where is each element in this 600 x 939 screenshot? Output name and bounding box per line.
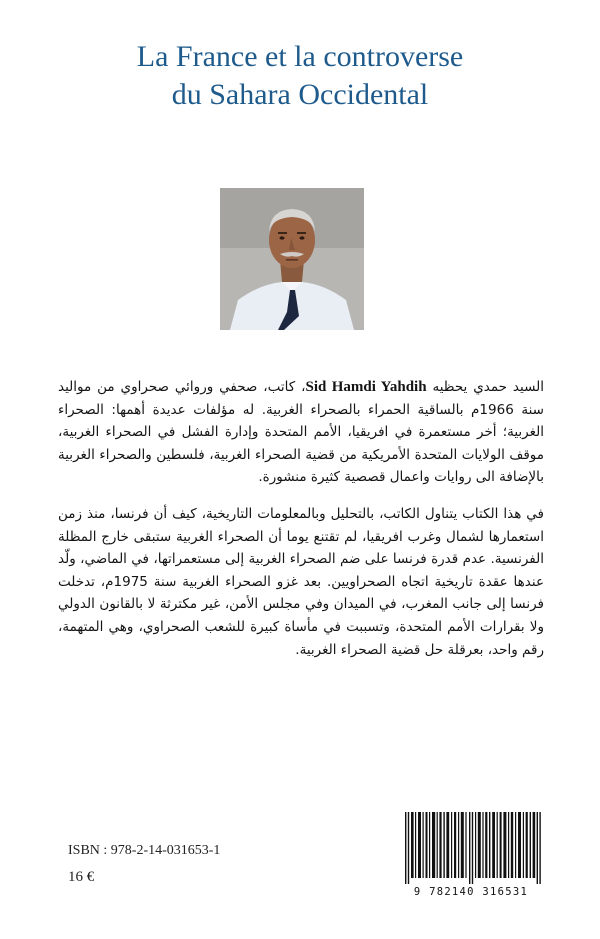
price-text: 16 €: [68, 869, 95, 885]
author-photo: [220, 188, 364, 330]
isbn-text: ISBN : 978-2-14-031653-1: [68, 843, 221, 858]
author-bio-intro: السيد حمدي يحظيه: [426, 379, 544, 395]
book-title: [0, 38, 600, 114]
barcode-number: 9 782140 316531: [413, 886, 529, 898]
barcode-bars: [405, 812, 541, 884]
author-bio-paragraph: [58, 376, 544, 489]
author-bio-rest: ، كاتب، صحفي وروائي صحراوي من مواليد سنة 1966م بالساقية الحمراء بالصحراء الغربية. له مؤلفات عديدة أهمها: الصحراء الغربية؛ أخر مستعمرة في افريقيا، الأمم المتحدة وإدارة الفشل في الصحراء الغربية، موقف الولايات المتحدة الأمريكية من قضية الصحراء الغربية، فلسطين والصحراء الغربية بالإضافة الى روايات واعمال قصصية كثيرة منشورة.: [58, 379, 544, 486]
back-cover-text: [58, 376, 544, 675]
book-title-line-1: La France et la controverse: [136, 40, 464, 73]
author-portrait-image: [220, 188, 364, 330]
barcode: [397, 808, 545, 904]
book-title-line-2: du Sahara Occidental: [171, 78, 429, 111]
author-name-latin: Sid Hamdi Yahdih: [305, 379, 427, 395]
book-summary-paragraph: في هذا الكتاب يتناول الكاتب، بالتحليل وبالمعلومات التاريخية، كيف أن فرنسا، منذ زمن استعمارها لشمال وغرب افريقيا، لم تقتنع يوما أن الصحراء الغربية ستبقى خارج المظلة الفرنسية. عدم قدرة فرنسا على ضم الصحراء الغربية إلى مستعمراتها، في الماضي، ولّد عندها عقدة تاريخية اتجاه الصحراويين. بعد غزو الصحراء الغربية سنة 1975م، تدخلت فرنسا إلى جانب المغرب، في الميدان وفي مجلس الأمن، غير مكترثة لا بالقانون الدولي ولا بقرارات الأمم المتحدة، وتسببت في مأساة كبيرة للشعب الصحراوي، وهي المتهمة، رقم واحد، بعرقلة حل قضية الصحراء الغربية.: [58, 505, 545, 658]
